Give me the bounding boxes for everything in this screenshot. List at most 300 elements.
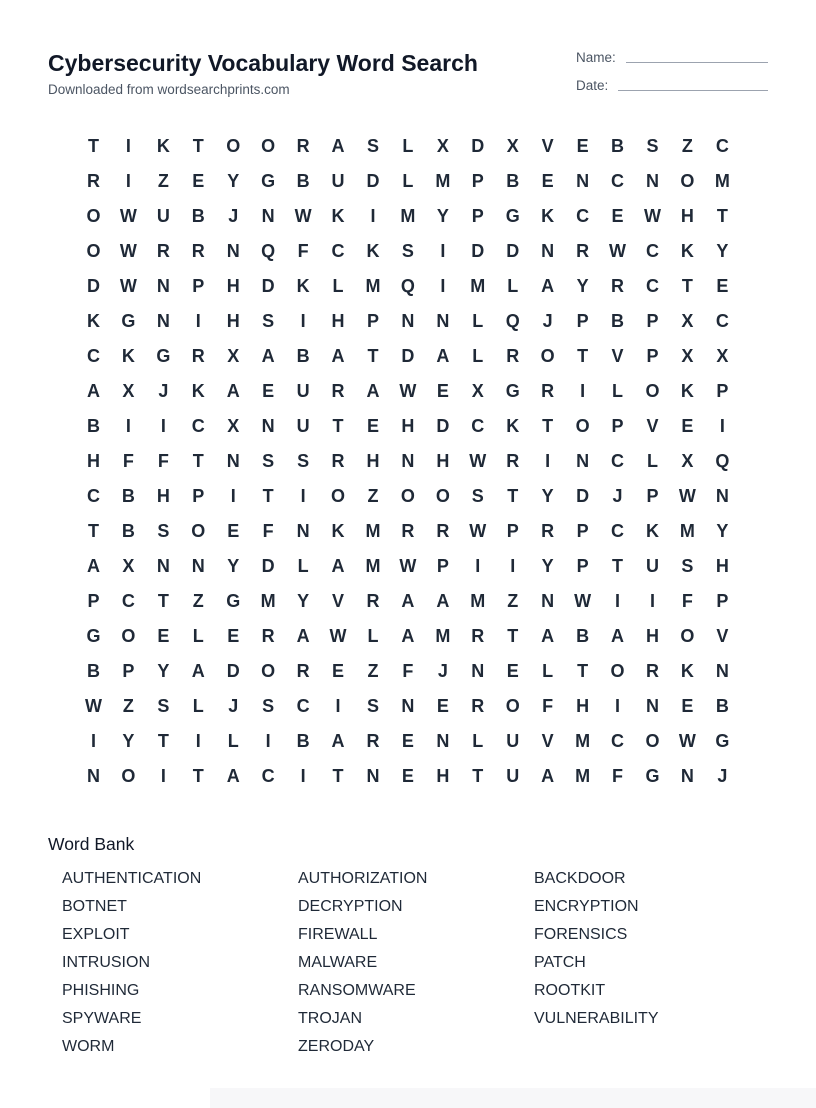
grid-cell[interactable]: N (156, 556, 170, 576)
grid-cell[interactable]: W (678, 486, 696, 506)
grid-cell[interactable]: R (506, 451, 520, 471)
grid-cell[interactable]: S (646, 136, 659, 156)
grid-cell[interactable]: D (401, 346, 415, 366)
grid-cell[interactable]: I (615, 696, 621, 716)
grid-cell[interactable]: T (192, 766, 204, 786)
grid-cell[interactable]: R (645, 661, 659, 681)
grid-cell[interactable]: I (90, 731, 96, 751)
grid-cell[interactable]: B (296, 346, 310, 366)
grid-cell[interactable]: Y (122, 731, 135, 751)
grid-cell[interactable]: W (294, 206, 312, 226)
grid-cell[interactable]: A (86, 556, 100, 576)
grid-cell[interactable]: W (84, 696, 102, 716)
grid-cell[interactable]: O (575, 416, 590, 436)
grid-cell[interactable]: D (261, 276, 275, 296)
grid-cell[interactable]: B (121, 521, 135, 541)
grid-cell[interactable]: G (505, 381, 520, 401)
grid-cell[interactable]: A (541, 626, 555, 646)
grid-cell[interactable]: I (545, 451, 551, 471)
grid-cell[interactable]: M (714, 171, 730, 191)
grid-cell[interactable]: P (192, 276, 205, 296)
grid-cell[interactable]: T (157, 731, 169, 751)
grid-cell[interactable]: M (435, 171, 451, 191)
grid-cell[interactable]: C (715, 311, 729, 331)
grid-cell[interactable]: L (227, 731, 239, 751)
grid-cell[interactable]: W (329, 626, 347, 646)
grid-cell[interactable]: N (401, 311, 415, 331)
grid-cell[interactable]: I (510, 556, 516, 576)
grid-cell[interactable]: N (680, 766, 694, 786)
grid-cell[interactable]: W (643, 206, 661, 226)
grid-cell[interactable]: E (366, 416, 379, 436)
grid-cell[interactable]: I (195, 311, 201, 331)
grid-cell[interactable]: L (472, 731, 484, 751)
grid-cell[interactable]: P (716, 381, 729, 401)
grid-cell[interactable]: A (331, 136, 345, 156)
grid-cell[interactable]: Y (227, 171, 240, 191)
grid-cell[interactable]: B (191, 206, 205, 226)
grid-cell[interactable]: R (611, 276, 625, 296)
grid-cell[interactable]: P (87, 591, 100, 611)
grid-cell[interactable]: X (681, 451, 694, 471)
grid-cell[interactable]: E (332, 661, 345, 681)
grid-cell[interactable]: E (436, 696, 449, 716)
grid-cell[interactable]: S (262, 696, 275, 716)
grid-cell[interactable]: U (296, 381, 310, 401)
grid-cell[interactable]: L (612, 381, 624, 401)
grid-cell[interactable]: N (471, 661, 485, 681)
grid-cell[interactable]: T (507, 486, 519, 506)
grid-cell[interactable]: R (401, 521, 415, 541)
grid-cell[interactable]: Z (367, 486, 379, 506)
grid-cell[interactable]: M (679, 521, 695, 541)
grid-cell[interactable]: N (645, 171, 659, 191)
grid-cell[interactable]: T (192, 136, 204, 156)
grid-cell[interactable]: H (680, 206, 694, 226)
grid-cell[interactable]: M (260, 591, 276, 611)
grid-cell[interactable]: N (576, 451, 590, 471)
grid-cell[interactable]: O (610, 661, 625, 681)
grid-cell[interactable]: I (475, 556, 481, 576)
grid-cell[interactable]: D (86, 276, 100, 296)
grid-cell[interactable]: K (366, 241, 380, 261)
grid-cell[interactable]: A (611, 626, 625, 646)
grid-cell[interactable]: N (715, 661, 729, 681)
grid-cell[interactable]: F (262, 521, 274, 541)
grid-cell[interactable]: L (472, 346, 484, 366)
grid-cell[interactable]: S (157, 696, 170, 716)
grid-cell[interactable]: T (157, 591, 169, 611)
grid-cell[interactable]: X (227, 346, 240, 366)
grid-cell[interactable]: U (506, 731, 520, 751)
grid-cell[interactable]: I (719, 416, 725, 436)
grid-cell[interactable]: P (192, 486, 205, 506)
grid-cell[interactable]: P (576, 521, 589, 541)
grid-cell[interactable]: I (300, 311, 306, 331)
grid-cell[interactable]: I (230, 486, 236, 506)
grid-cell[interactable]: R (366, 731, 380, 751)
grid-cell[interactable]: O (645, 731, 660, 751)
grid-cell[interactable]: B (86, 661, 100, 681)
grid-cell[interactable]: M (470, 276, 486, 296)
grid-cell[interactable]: Q (505, 311, 520, 331)
grid-cell[interactable]: O (86, 241, 101, 261)
grid-cell[interactable]: J (612, 486, 623, 506)
grid-cell[interactable]: H (226, 311, 240, 331)
grid-cell[interactable]: H (436, 451, 450, 471)
grid-cell[interactable]: H (226, 276, 240, 296)
grid-cell[interactable]: A (191, 661, 205, 681)
grid-cell[interactable]: T (507, 626, 519, 646)
grid-cell[interactable]: K (680, 661, 694, 681)
grid-cell[interactable]: G (645, 766, 660, 786)
grid-cell[interactable]: P (646, 346, 659, 366)
grid-cell[interactable]: C (261, 766, 275, 786)
grid-cell[interactable]: C (715, 136, 729, 156)
grid-cell[interactable]: Q (715, 451, 730, 471)
grid-cell[interactable]: I (125, 136, 131, 156)
grid-cell[interactable]: W (609, 241, 627, 261)
grid-cell[interactable]: M (575, 731, 591, 751)
grid-cell[interactable]: P (646, 486, 659, 506)
grid-cell[interactable]: A (401, 591, 415, 611)
grid-cell[interactable]: L (542, 661, 554, 681)
grid-cell[interactable]: I (125, 171, 131, 191)
grid-cell[interactable]: R (366, 591, 380, 611)
grid-cell[interactable]: T (577, 661, 589, 681)
grid-cell[interactable]: V (611, 346, 624, 366)
grid-cell[interactable]: K (680, 241, 694, 261)
grid-cell[interactable]: N (645, 696, 659, 716)
grid-cell[interactable]: X (681, 311, 694, 331)
grid-cell[interactable]: T (332, 416, 344, 436)
grid-cell[interactable]: T (612, 556, 624, 576)
grid-cell[interactable]: O (540, 346, 555, 366)
grid-cell[interactable]: E (576, 136, 589, 156)
grid-cell[interactable]: F (681, 591, 693, 611)
grid-cell[interactable]: I (335, 696, 341, 716)
grid-cell[interactable]: C (611, 731, 625, 751)
grid-cell[interactable]: K (191, 381, 205, 401)
grid-cell[interactable]: O (191, 521, 206, 541)
grid-cell[interactable]: I (265, 731, 271, 751)
grid-cell[interactable]: B (506, 171, 520, 191)
grid-cell[interactable]: W (119, 206, 137, 226)
grid-cell[interactable]: W (469, 451, 487, 471)
grid-cell[interactable]: M (435, 626, 451, 646)
grid-cell[interactable]: O (645, 381, 660, 401)
grid-cell[interactable]: D (261, 556, 275, 576)
grid-cell[interactable]: Y (541, 486, 554, 506)
grid-cell[interactable]: X (122, 381, 135, 401)
grid-cell[interactable]: J (158, 381, 169, 401)
grid-cell[interactable]: E (227, 626, 240, 646)
grid-cell[interactable]: Y (541, 556, 554, 576)
grid-cell[interactable]: O (226, 136, 241, 156)
grid-cell[interactable]: E (681, 416, 694, 436)
grid-cell[interactable]: G (505, 206, 520, 226)
grid-cell[interactable]: N (156, 276, 170, 296)
grid-cell[interactable]: K (331, 521, 345, 541)
grid-cell[interactable]: I (370, 206, 376, 226)
grid-cell[interactable]: A (226, 381, 240, 401)
grid-cell[interactable]: N (366, 766, 380, 786)
grid-cell[interactable]: O (261, 661, 276, 681)
grid-cell[interactable]: I (300, 486, 306, 506)
grid-cell[interactable]: A (366, 381, 380, 401)
grid-cell[interactable]: G (156, 346, 171, 366)
grid-cell[interactable]: R (261, 626, 275, 646)
grid-cell[interactable]: T (577, 346, 589, 366)
grid-cell[interactable]: H (331, 311, 345, 331)
grid-cell[interactable]: G (226, 591, 241, 611)
grid-cell[interactable]: M (400, 206, 416, 226)
grid-cell[interactable]: C (611, 171, 625, 191)
grid-cell[interactable]: P (436, 556, 449, 576)
grid-cell[interactable]: R (191, 241, 205, 261)
grid-cell[interactable]: C (191, 416, 205, 436)
grid-cell[interactable]: T (472, 766, 484, 786)
grid-cell[interactable]: C (611, 521, 625, 541)
grid-cell[interactable]: R (541, 521, 555, 541)
grid-cell[interactable]: E (401, 766, 414, 786)
grid-cell[interactable]: J (437, 661, 448, 681)
grid-cell[interactable]: E (716, 276, 729, 296)
grid-cell[interactable]: T (542, 416, 554, 436)
grid-cell[interactable]: A (86, 381, 100, 401)
grid-cell[interactable]: D (471, 241, 485, 261)
grid-cell[interactable]: S (366, 136, 379, 156)
grid-cell[interactable]: N (86, 766, 100, 786)
grid-cell[interactable]: L (402, 136, 414, 156)
grid-cell[interactable]: W (574, 591, 592, 611)
grid-cell[interactable]: N (296, 521, 310, 541)
date-line[interactable] (618, 90, 768, 91)
grid-cell[interactable]: G (715, 731, 730, 751)
grid-cell[interactable]: B (86, 416, 100, 436)
grid-cell[interactable]: M (575, 766, 591, 786)
grid-cell[interactable]: U (645, 556, 659, 576)
grid-cell[interactable]: X (716, 346, 729, 366)
grid-cell[interactable]: X (436, 136, 449, 156)
grid-cell[interactable]: Z (192, 591, 204, 611)
grid-cell[interactable]: I (160, 766, 166, 786)
grid-cell[interactable]: O (331, 486, 346, 506)
grid-cell[interactable]: M (365, 276, 381, 296)
grid-cell[interactable]: A (261, 346, 275, 366)
grid-cell[interactable]: P (716, 591, 729, 611)
grid-cell[interactable]: M (365, 556, 381, 576)
grid-cell[interactable]: W (469, 521, 487, 541)
grid-cell[interactable]: I (440, 276, 446, 296)
grid-cell[interactable]: X (122, 556, 135, 576)
grid-cell[interactable]: K (86, 311, 100, 331)
grid-cell[interactable]: C (121, 591, 135, 611)
grid-cell[interactable]: J (228, 696, 239, 716)
grid-cell[interactable]: S (262, 451, 275, 471)
grid-cell[interactable]: T (262, 486, 274, 506)
grid-cell[interactable]: O (435, 486, 450, 506)
grid-cell[interactable]: T (367, 346, 379, 366)
grid-cell[interactable]: P (611, 416, 624, 436)
grid-cell[interactable]: W (119, 241, 137, 261)
grid-cell[interactable]: D (366, 171, 380, 191)
grid-cell[interactable]: X (227, 416, 240, 436)
grid-cell[interactable]: Q (261, 241, 276, 261)
grid-cell[interactable]: D (471, 136, 485, 156)
grid-cell[interactable]: C (331, 241, 345, 261)
grid-cell[interactable]: Z (507, 591, 519, 611)
grid-cell[interactable]: S (262, 311, 275, 331)
grid-cell[interactable]: R (471, 626, 485, 646)
grid-cell[interactable]: P (471, 171, 484, 191)
grid-cell[interactable]: R (156, 241, 170, 261)
grid-cell[interactable]: P (366, 311, 379, 331)
grid-cell[interactable]: A (296, 626, 310, 646)
grid-cell[interactable]: T (681, 276, 693, 296)
grid-cell[interactable]: R (436, 521, 450, 541)
grid-cell[interactable]: Y (436, 206, 449, 226)
grid-cell[interactable]: H (366, 451, 380, 471)
grid-cell[interactable]: I (580, 381, 586, 401)
grid-cell[interactable]: R (331, 381, 345, 401)
grid-cell[interactable]: E (157, 626, 170, 646)
grid-cell[interactable]: M (365, 521, 381, 541)
grid-cell[interactable]: C (296, 696, 310, 716)
grid-cell[interactable]: F (612, 766, 624, 786)
grid-cell[interactable]: U (156, 206, 170, 226)
grid-cell[interactable]: W (399, 381, 417, 401)
grid-cell[interactable]: E (262, 381, 275, 401)
grid-cell[interactable]: V (541, 731, 554, 751)
grid-cell[interactable]: F (157, 451, 169, 471)
grid-cell[interactable]: D (226, 661, 240, 681)
grid-cell[interactable]: D (436, 416, 450, 436)
grid-cell[interactable]: N (401, 451, 415, 471)
grid-cell[interactable]: X (681, 346, 694, 366)
grid-cell[interactable]: V (332, 591, 345, 611)
grid-cell[interactable]: K (645, 521, 659, 541)
grid-cell[interactable]: Z (681, 136, 693, 156)
grid-cell[interactable]: X (506, 136, 519, 156)
grid-cell[interactable]: E (611, 206, 624, 226)
grid-cell[interactable]: E (227, 521, 240, 541)
grid-cell[interactable]: Z (157, 171, 169, 191)
grid-cell[interactable]: Y (227, 556, 240, 576)
grid-cell[interactable]: H (576, 696, 590, 716)
grid-cell[interactable]: L (192, 626, 204, 646)
grid-cell[interactable]: S (401, 241, 414, 261)
grid-cell[interactable]: T (332, 766, 344, 786)
grid-cell[interactable]: N (541, 241, 555, 261)
grid-cell[interactable]: R (86, 171, 100, 191)
grid-cell[interactable]: A (401, 626, 415, 646)
grid-cell[interactable]: S (471, 486, 484, 506)
grid-cell[interactable]: Y (576, 276, 589, 296)
grid-cell[interactable]: S (297, 451, 310, 471)
grid-cell[interactable]: B (296, 171, 310, 191)
grid-cell[interactable]: N (436, 311, 450, 331)
grid-cell[interactable]: P (646, 311, 659, 331)
grid-cell[interactable]: C (471, 416, 485, 436)
grid-cell[interactable]: V (716, 626, 729, 646)
grid-cell[interactable]: L (192, 696, 204, 716)
grid-cell[interactable]: N (401, 696, 415, 716)
grid-cell[interactable]: P (122, 661, 135, 681)
grid-cell[interactable]: R (296, 661, 310, 681)
grid-cell[interactable]: E (541, 171, 554, 191)
grid-cell[interactable]: U (296, 416, 310, 436)
grid-cell[interactable]: P (506, 521, 519, 541)
grid-cell[interactable]: A (331, 346, 345, 366)
grid-cell[interactable]: T (716, 206, 728, 226)
grid-cell[interactable]: S (366, 696, 379, 716)
grid-cell[interactable]: I (440, 241, 446, 261)
grid-cell[interactable]: L (402, 171, 414, 191)
grid-cell[interactable]: H (715, 556, 729, 576)
grid-cell[interactable]: F (542, 696, 554, 716)
grid-cell[interactable]: P (576, 556, 589, 576)
grid-cell[interactable]: C (576, 206, 590, 226)
grid-cell[interactable]: K (331, 206, 345, 226)
grid-cell[interactable]: N (576, 171, 590, 191)
grid-cell[interactable]: A (541, 766, 555, 786)
date-field[interactable] (576, 78, 768, 98)
grid-cell[interactable]: U (331, 171, 345, 191)
grid-cell[interactable]: N (156, 311, 170, 331)
grid-cell[interactable]: A (331, 556, 345, 576)
grid-cell[interactable]: R (506, 346, 520, 366)
grid-cell[interactable]: R (576, 241, 590, 261)
grid-cell[interactable]: I (160, 416, 166, 436)
grid-cell[interactable]: R (191, 346, 205, 366)
grid-cell[interactable]: L (367, 626, 379, 646)
grid-cell[interactable]: U (506, 766, 520, 786)
grid-cell[interactable]: K (156, 136, 170, 156)
grid-cell[interactable]: N (261, 416, 275, 436)
grid-cell[interactable]: K (506, 416, 520, 436)
grid-cell[interactable]: B (576, 626, 590, 646)
grid-cell[interactable]: K (121, 346, 135, 366)
grid-cell[interactable]: H (156, 486, 170, 506)
grid-cell[interactable]: A (226, 766, 240, 786)
grid-cell[interactable]: I (300, 766, 306, 786)
grid-cell[interactable]: S (681, 556, 694, 576)
grid-cell[interactable]: O (680, 626, 695, 646)
grid-cell[interactable]: R (541, 381, 555, 401)
grid-cell[interactable]: N (715, 486, 729, 506)
grid-cell[interactable]: X (471, 381, 484, 401)
grid-cell[interactable]: Y (297, 591, 310, 611)
grid-cell[interactable]: P (576, 311, 589, 331)
grid-cell[interactable]: T (87, 521, 99, 541)
grid-cell[interactable]: L (297, 556, 309, 576)
grid-cell[interactable]: K (680, 381, 694, 401)
grid-cell[interactable]: H (645, 626, 659, 646)
grid-cell[interactable]: Y (157, 661, 170, 681)
grid-cell[interactable]: W (399, 556, 417, 576)
grid-cell[interactable]: H (86, 451, 100, 471)
grid-cell[interactable]: O (121, 626, 136, 646)
grid-cell[interactable]: L (646, 451, 658, 471)
grid-cell[interactable]: E (436, 381, 449, 401)
grid-cell[interactable]: G (261, 171, 276, 191)
grid-cell[interactable]: F (297, 241, 309, 261)
grid-cell[interactable]: O (680, 171, 695, 191)
grid-cell[interactable]: I (615, 591, 621, 611)
grid-cell[interactable]: F (122, 451, 134, 471)
grid-cell[interactable]: W (119, 276, 137, 296)
